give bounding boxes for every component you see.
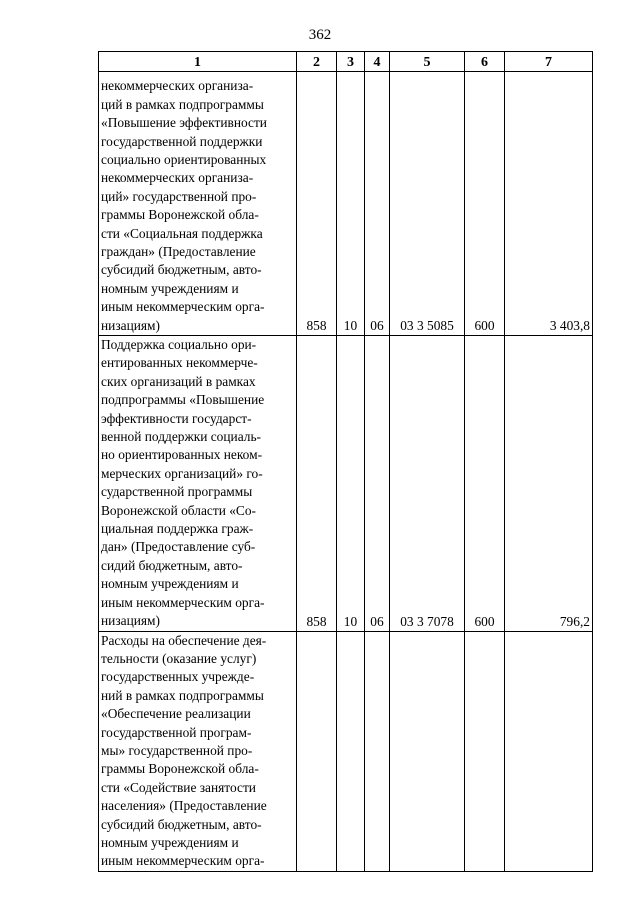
column-header-7: 7: [505, 52, 593, 72]
description-line: «Повышение эффективности: [101, 115, 267, 131]
column-header-4: 4: [365, 52, 390, 72]
description-line: циальная поддержка граж-: [101, 521, 254, 537]
description-line: номным учреждениям и: [101, 576, 239, 592]
description-line: сти «Социальная поддержка: [101, 225, 263, 241]
description-line: мы» государственной про-: [101, 742, 253, 758]
description-line: иным некоммерческим орга-: [101, 299, 265, 315]
subsection-code: 06: [365, 336, 390, 632]
description-line: сударственной программы: [101, 484, 253, 500]
description-line: государственной поддержки: [101, 133, 263, 149]
description-line: мерческих организаций» го-: [101, 465, 263, 481]
amount: 796,2: [505, 336, 593, 632]
table-row: [99, 72, 593, 336]
amount: [505, 631, 593, 871]
section-code: [337, 631, 365, 871]
description-line: населения» (Предоставление: [101, 798, 267, 814]
subsection-code: 06: [365, 72, 390, 336]
budget-table: [98, 51, 593, 872]
description-line: ций в рамках подпрограммы: [101, 96, 264, 112]
page-number: 362: [308, 27, 332, 43]
description-line: ских организаций в рамках: [101, 373, 256, 389]
description-line: Расходы на обеспечение дея-: [101, 632, 267, 648]
description-line: субсидий бюджетным, авто-: [101, 262, 262, 278]
description-line: номным учреждениям и: [101, 280, 239, 296]
description-line: но ориентированных неком-: [101, 447, 263, 463]
table-row: [99, 336, 593, 632]
description-line: «Обеспечение реализации: [101, 706, 251, 722]
amount: 3 403,8: [505, 72, 593, 336]
table-row: [99, 631, 593, 871]
expense-type-code: [465, 631, 505, 871]
target-article-code: [390, 631, 465, 871]
table-header-row: [99, 52, 593, 72]
description-line: государственной програм-: [101, 724, 252, 740]
description-line: некоммерческих организа-: [101, 170, 254, 186]
description-line: тельности (оказание услуг): [101, 650, 257, 666]
description-line: субсидий бюджетным, авто-: [101, 816, 262, 832]
description-line: некоммерческих организа-: [101, 78, 254, 94]
description-line: сидий бюджетным, авто-: [101, 557, 243, 573]
ministry-code: [297, 631, 337, 871]
column-header-3: 3: [337, 52, 365, 72]
description-line: ентированных некоммерче-: [101, 355, 258, 371]
section-code: 10: [337, 72, 365, 336]
row-description: [99, 631, 297, 871]
description-line: граждан» (Предоставление: [101, 243, 256, 259]
row-description: [99, 72, 297, 336]
description-line: Воронежской области «Со-: [101, 502, 257, 518]
expense-type-code: 600: [465, 336, 505, 632]
column-header-5: 5: [390, 52, 465, 72]
description-line: Поддержка социально ори-: [101, 337, 257, 352]
column-header-2: 2: [297, 52, 337, 72]
description-line: ний в рамках подпрограммы: [101, 687, 264, 703]
target-article-code: 03 3 5085: [390, 72, 465, 336]
description-line: социально ориентированных: [101, 151, 267, 167]
description-line: подпрограммы «Повышение: [101, 392, 265, 408]
description-line: эффективности государст-: [101, 410, 252, 426]
description-line: номным учреждениям и: [101, 834, 239, 850]
description-line: государственных учрежде-: [101, 669, 255, 685]
target-article-code: 03 3 7078: [390, 336, 465, 632]
ministry-code: 858: [297, 72, 337, 336]
description-line: дан» (Предоставление суб-: [101, 539, 256, 555]
description-line: сти «Содействие занятости: [101, 779, 256, 795]
description-line: ций» государственной про-: [101, 188, 257, 204]
ministry-code: 858: [297, 336, 337, 632]
description-line: граммы Воронежской обла-: [101, 761, 259, 777]
description-line: низациям): [101, 613, 160, 629]
column-header-6: 6: [465, 52, 505, 72]
row-description: [99, 336, 297, 632]
description-line: иным некоммерческим орга-: [101, 853, 265, 869]
description-line: венной поддержки социаль-: [101, 429, 262, 445]
description-line: граммы Воронежской обла-: [101, 207, 259, 223]
expense-type-code: 600: [465, 72, 505, 336]
column-header-1: 1: [99, 52, 297, 72]
section-code: 10: [337, 336, 365, 632]
description-line: иным некоммерческим орга-: [101, 594, 265, 610]
description-line: низациям): [101, 317, 160, 333]
subsection-code: [365, 631, 390, 871]
